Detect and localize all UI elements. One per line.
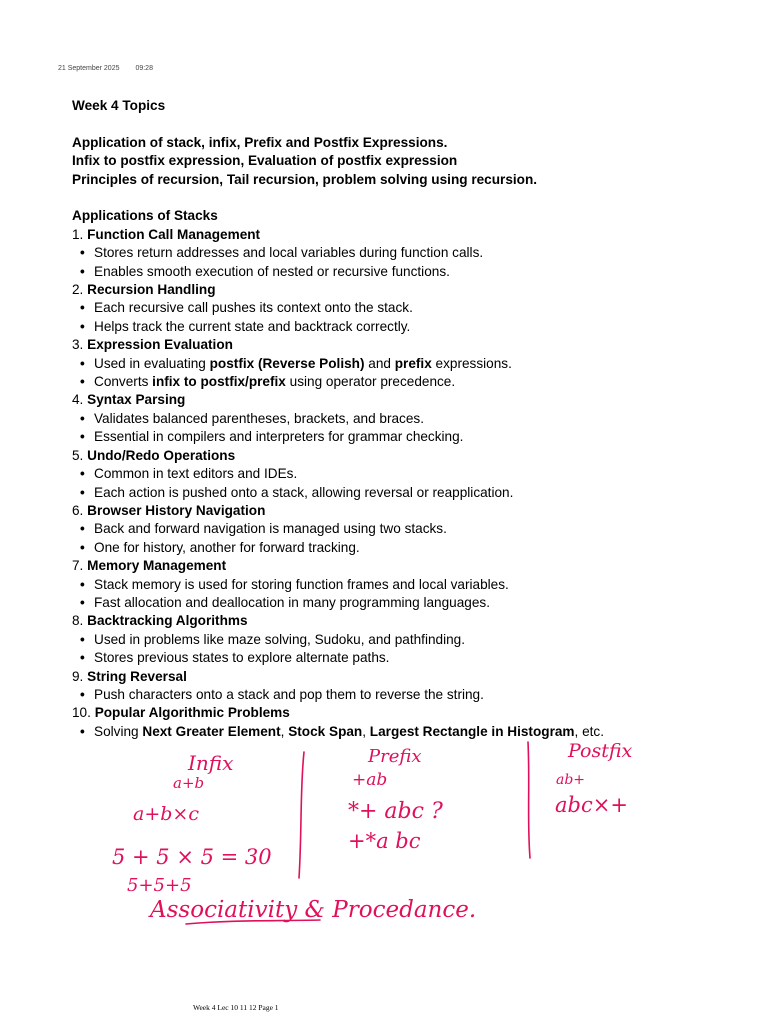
bullet-bold-text: Stock Span — [288, 723, 363, 739]
bullet-text: Common in text editors and IDEs. — [94, 466, 298, 482]
bullet-item — [72, 723, 752, 741]
bullet-text: Used in evaluating — [94, 355, 210, 371]
ink-prefix-example: +ab — [352, 770, 388, 790]
bullet-item — [72, 539, 752, 557]
spacer — [72, 189, 752, 207]
ink-prefix-heading: Prefix — [368, 746, 422, 767]
bullet-item — [72, 318, 752, 336]
ink-calc-line-1: 5 + 5 × 5 = 30 — [112, 845, 272, 869]
bullet-dot-icon: • — [80, 576, 85, 592]
ink-postfix-heading: Postfix — [568, 740, 633, 762]
application-heading — [72, 557, 752, 575]
bullet-text: Helps track the current state and backtrack correctly. — [94, 318, 411, 334]
page-title: Week 4 Topics — [72, 98, 166, 113]
application-heading — [72, 336, 752, 354]
bullet-text: Each action is pushed onto a stack, allowing reversal or reapplication. — [94, 484, 514, 500]
bullet-bold-text: postfix (Reverse Polish) — [209, 355, 365, 371]
bullet-item — [72, 263, 752, 281]
note-date: 21 September 2025 — [58, 65, 120, 72]
bullet-item — [72, 576, 752, 594]
section-heading: Applications of Stacks — [72, 208, 218, 224]
bullet-bold-text: prefix — [394, 355, 432, 371]
bullet-text: Converts — [94, 374, 153, 390]
application-heading — [72, 704, 752, 722]
bullet-text: Each recursive call pushes its context onto the stack. — [94, 300, 413, 316]
page-footer: Week 4 Lec 10 11 12 Page 1 — [193, 1003, 279, 1012]
bullet-text: Back and forward navigation is managed using two stacks. — [94, 521, 447, 537]
ink-calc-line-2: 5+5+5 — [127, 875, 192, 896]
application-title: Function Call Management — [87, 226, 261, 242]
bullet-text: Essential in compilers and interpreters for grammar checking. — [94, 429, 464, 445]
ink-prefix-expression-2: +*a bc — [348, 829, 421, 853]
application-heading — [72, 502, 752, 520]
application-title: String Reversal — [87, 668, 187, 684]
application-number: 7. — [72, 558, 84, 574]
application-title: Popular Algorithmic Problems — [94, 705, 290, 721]
application-number: 9. — [72, 668, 84, 684]
bullet-dot-icon: • — [80, 429, 85, 445]
application-heading — [72, 281, 752, 299]
bullet-item — [72, 355, 752, 373]
note-time: 09:28 — [135, 65, 153, 72]
bullet-dot-icon: • — [80, 466, 85, 482]
bullet-text: , etc. — [574, 723, 604, 739]
bullet-dot-icon: • — [80, 263, 85, 279]
bullet-item — [72, 244, 752, 262]
bullet-bold-text: Largest Rectangle in Histogram — [369, 723, 575, 739]
note-timestamp — [58, 65, 153, 72]
bullet-dot-icon: • — [80, 594, 85, 610]
application-title: Recursion Handling — [87, 282, 216, 298]
bullet-text: Solving — [94, 723, 143, 739]
application-title: Backtracking Algorithms — [87, 613, 248, 629]
bullet-dot-icon: • — [80, 650, 85, 666]
applications-list — [72, 226, 752, 741]
bullet-text: One for history, another for forward tracking. — [94, 539, 360, 555]
application-heading — [72, 447, 752, 465]
bullet-text: and — [364, 355, 395, 371]
bullet-text: using operator precedence. — [285, 374, 456, 390]
ink-prefix-expression: *+ abc ? — [348, 799, 443, 824]
application-number: 2. — [72, 282, 84, 298]
application-title: Memory Management — [87, 558, 227, 574]
ink-postfix-example: ab+ — [556, 772, 586, 788]
bullet-item — [72, 649, 752, 667]
bullet-text: Enables smooth execution of nested or recursive functions. — [94, 263, 450, 279]
application-title: Syntax Parsing — [87, 392, 186, 408]
bullet-item — [72, 410, 752, 428]
topic-line: Principles of recursion, Tail recursion, problem solving using recursion. — [72, 171, 538, 187]
bullet-dot-icon: • — [80, 245, 85, 261]
bullet-text: , — [362, 723, 370, 739]
note-body — [72, 97, 752, 741]
bullet-bold-text: infix to postfix/prefix — [152, 374, 286, 390]
bullet-item — [72, 299, 752, 317]
bullet-item — [72, 520, 752, 538]
bullet-dot-icon: • — [80, 539, 85, 555]
bullet-text: expressions. — [431, 355, 512, 371]
bullet-text: Fast allocation and deallocation in many programming languages. — [94, 594, 490, 610]
application-number: 1. — [72, 226, 84, 242]
ink-infix-example: a+b — [173, 774, 205, 792]
bullet-dot-icon: • — [80, 318, 85, 334]
bullet-text: Validates balanced parentheses, brackets, and braces. — [94, 410, 424, 426]
topic-line: Application of stack, infix, Prefix and Postfix Expressions. — [72, 134, 448, 150]
bullet-item — [72, 465, 752, 483]
bullet-dot-icon: • — [80, 723, 85, 739]
bullet-dot-icon: • — [80, 410, 85, 426]
bullet-dot-icon: • — [80, 374, 85, 390]
bullet-text: Stores return addresses and local variables during function calls. — [94, 245, 484, 261]
application-title: Browser History Navigation — [87, 502, 266, 518]
bullet-item — [72, 484, 752, 502]
bullet-text: Push characters onto a stack and pop them to reverse the string. — [94, 686, 484, 702]
bullet-dot-icon: • — [80, 484, 85, 500]
ink-infix-expression: a+b×c — [133, 803, 199, 825]
bullet-item — [72, 686, 752, 704]
bullet-dot-icon: • — [80, 300, 85, 316]
bullet-bold-text: Next Greater Element — [142, 723, 281, 739]
application-number: 10. — [72, 705, 91, 721]
ink-postfix-expression: abc×+ — [555, 793, 628, 817]
application-number: 8. — [72, 613, 84, 629]
application-number: 4. — [72, 392, 84, 408]
bullet-text: Stores previous states to explore alternate paths. — [94, 650, 390, 666]
ink-divider-right — [528, 742, 530, 858]
application-heading — [72, 226, 752, 244]
bullet-item — [72, 631, 752, 649]
ink-associativity-note: Associativity & Procedance. — [150, 897, 477, 923]
bullet-item — [72, 373, 752, 391]
bullet-text: Used in problems like maze solving, Sudoku, and pathfinding. — [94, 631, 466, 647]
spacer — [72, 115, 752, 133]
topic-line: Infix to postfix expression, Evaluation of postfix expression — [72, 153, 458, 169]
ink-underline — [186, 920, 320, 924]
bullet-dot-icon: • — [80, 355, 85, 371]
application-number: 3. — [72, 337, 84, 353]
application-number: 5. — [72, 447, 84, 463]
bullet-dot-icon: • — [80, 631, 85, 647]
bullet-dot-icon: • — [80, 521, 85, 537]
bullet-dot-icon: • — [80, 686, 85, 702]
application-number: 6. — [72, 502, 84, 518]
application-heading — [72, 391, 752, 409]
application-heading — [72, 612, 752, 630]
bullet-text: Stack memory is used for storing function frames and local variables. — [94, 576, 509, 592]
bullet-item — [72, 428, 752, 446]
bullet-item — [72, 594, 752, 612]
ink-divider-left — [299, 752, 304, 878]
bullet-text: , — [280, 723, 289, 739]
application-heading — [72, 668, 752, 686]
application-title: Expression Evaluation — [87, 337, 233, 353]
application-title: Undo/Redo Operations — [87, 447, 236, 463]
ink-infix-heading: Infix — [188, 751, 234, 775]
